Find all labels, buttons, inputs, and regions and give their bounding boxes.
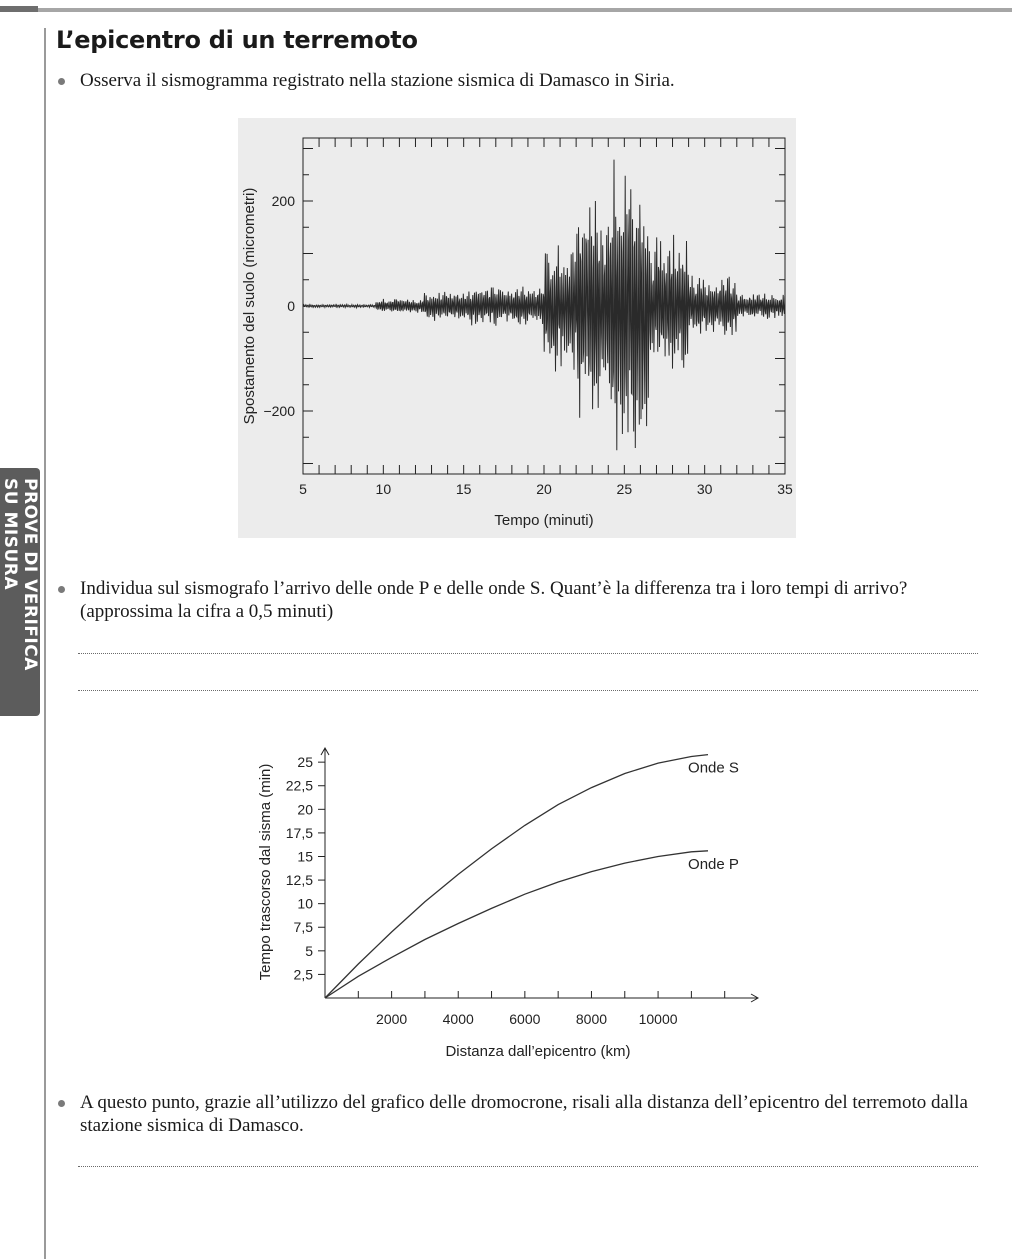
dromocrone-x-tick-label: 2000	[376, 1011, 408, 1027]
seismogram-y-tick-label: 0	[287, 298, 295, 314]
seismogram-x-label: Tempo (minuti)	[494, 512, 594, 529]
dromocrone-x-tick-label: 4000	[442, 1011, 474, 1027]
dromocrone-y-tick-label: 17,5	[285, 824, 313, 841]
answer-line-3[interactable]	[78, 1166, 978, 1167]
seismogram-x-tick-label: 35	[777, 481, 793, 497]
dromocrone-y-tick-label: 10	[297, 895, 313, 912]
top-rule-accent	[0, 6, 38, 12]
seismogram-background	[238, 118, 796, 538]
dromocrone-y-label: Tempo trascorso dal sisma (min)	[257, 763, 274, 981]
bullet-distance	[60, 1091, 978, 1137]
seismogram-y-tick-label: 200	[271, 193, 295, 209]
dromocrone-y-tick-label: 25	[297, 754, 313, 771]
bullet-observe-text: Osserva il sismogramma registrato nella stazione sismica di Damasco in Siria.	[80, 70, 675, 91]
dromocrone-x-label: Distanza dall’epicentro (km)	[445, 1043, 631, 1060]
seismogram-x-tick-label: 5	[299, 481, 307, 497]
seismogram-y-tick-label: −200	[263, 403, 295, 419]
dromocrone-y-tick-label: 5	[305, 942, 313, 959]
bullet-waves-text: Individua sul sismografo l’arrivo delle onde P e delle onde S. Quant’è la differenza tra i loro tempi di arrivo? (approssima la cifra a 0,5 minuti)	[80, 578, 908, 622]
series-line-onde-s	[325, 755, 708, 998]
bullet-dot	[58, 1100, 65, 1107]
dromocrone-y-tick-label: 22,5	[285, 777, 313, 794]
seismogram-chart	[238, 118, 796, 538]
seismogram-x-tick-label: 30	[696, 481, 713, 497]
side-tab	[0, 468, 40, 716]
bullet-distance-text: A questo punto, grazie all’utilizzo del grafico delle dromocrone, risali alla distanza dell’epicentro del terremoto dalla stazione sismica di Damasco.	[80, 1092, 968, 1136]
seismogram-x-tick-label: 10	[375, 481, 392, 497]
bullet-dot	[58, 586, 65, 593]
bullet-observe	[60, 69, 978, 92]
dromocrone-x-tick-label: 10000	[638, 1011, 678, 1027]
series-label-onde-s: Onde S	[688, 759, 739, 777]
dromocrone-figure	[250, 730, 810, 1075]
seismogram-figure	[238, 118, 796, 543]
page-title: L’epicentro di un terremoto	[56, 26, 418, 54]
seismogram-x-tick-label: 25	[616, 481, 633, 497]
bullet-dot	[58, 78, 65, 85]
answer-line-2[interactable]	[78, 690, 978, 691]
side-tab-line1: PROVE DI VERIFICA	[20, 478, 40, 671]
dromocrone-chart	[250, 730, 810, 1070]
dromocrone-x-tick-label: 6000	[509, 1011, 541, 1027]
dromocrone-y-tick-label: 2,5	[293, 966, 313, 983]
bullet-waves	[60, 577, 978, 623]
seismogram-y-label: Spostamento del suolo (micrometri)	[241, 187, 258, 425]
dromocrone-y-tick-label: 20	[297, 801, 313, 818]
seismogram-x-tick-label: 15	[455, 481, 472, 497]
side-tab-line2: SU MISURA	[0, 478, 20, 591]
series-label-onde-p: Onde P	[688, 855, 739, 873]
dromocrone-y-tick-label: 12,5	[285, 872, 313, 889]
margin-rule	[44, 28, 46, 1259]
top-rule	[0, 8, 1012, 12]
dromocrone-y-tick-label: 7,5	[293, 919, 313, 936]
dromocrone-x-tick-label: 8000	[575, 1011, 608, 1027]
dromocrone-y-tick-label: 15	[297, 848, 313, 865]
answer-line-1[interactable]	[78, 653, 978, 654]
seismogram-x-tick-label: 20	[536, 481, 552, 497]
series-line-onde-p	[325, 851, 708, 998]
